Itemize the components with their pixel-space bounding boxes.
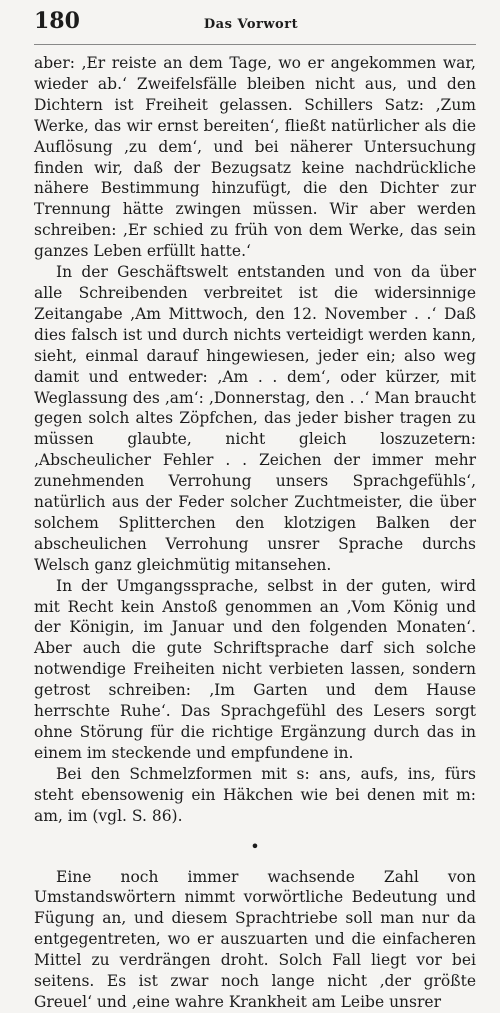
paragraph-2: In der Geschäftswelt entstanden und von da über alle Schreibenden verbreitet ist die widersinnige Zeitangabe ‚Am Mittwoch, den 12. November . .‘ Daß dies falsch ist und durch nichts verteidigt werden kann, sieht, einmal darauf hingewiesen, jeder ein; also weg damit und entweder: ‚Am . . dem‘, oder kürzer, mit Weglassung des ‚am‘: ‚Donnerstag, den . .‘ Man braucht gegen solch altes Zöpfchen, das jeder bisher tragen zu müssen glaubte, nicht gleich loszuzetern: ‚Abscheulicher Fehler . . Zeichen der immer mehr zunehmenden Verrohung unsers Sprachgefühls‘, natürlich aus der Feder solcher Zuchtmeister, die über solchem Splitterchen den klotzigen Balken der abscheulichen Verrohung unsrer Sprache durchs Welsch ganz gleichmütig mitansehen.	[34, 263, 476, 574]
section-divider: •	[250, 836, 260, 856]
paragraph-3: In der Umgangssprache, selbst in der guten, wird mit Recht kein Anstoß genommen an ‚Vom König und der Königin, im Januar und den folgenden Monaten‘. Aber auch die gute Schriftsprache darf sich solche notwendige Freiheiten nicht verbieten lassen, sondern getrost schreiben: ‚Im Garten und dem Hause herrschte Ruhe‘. Das Sprachgefühl des Lesers sorgt ohne Störung für die richtige Ergänzung durch das in einem im steckende und empfundene in.	[34, 576, 476, 762]
paragraph-5: Eine noch immer wachsende Zahl von Umstandswörtern nimmt vorwörtliche Bedeutung und Fügung an, und diesem Sprachtriebe soll man nur da entgegentreten, wo er auszuarten und die einfacheren Mittel zu verdrängen droht. Solch Fall liegt vor bei seitens. Es ist zwar noch lange nicht ‚der größte Greuel‘ und ‚eine wahre Krankheit am Leibe unsrer	[34, 867, 476, 1011]
body-text	[34, 53, 476, 1013]
paragraph-1: aber: ‚Er reiste an dem Tage, wo er angekommen war, wieder ab.‘ Zweifelsfälle bleiben nicht aus, und den Dichtern ist Freiheit gelassen. Schillers Satz: ‚Zum Werke, das wir ernst bereiten‘, fließt natürlicher als die Auflösung ‚zu dem‘, und bei näherer Untersuchung finden wir, daß der Bezugsatz keine nachdrückliche nähere Bestimmung hinzufügt, die den Dichter zur Trennung hätte zwingen müssen. Wir aber werden schreiben: ‚Er schied zu früh von dem Werke, das sein ganzes Leben erfüllt hatte.‘	[34, 54, 476, 261]
page-number: 180	[34, 8, 80, 34]
paragraph-4: Bei den Schmelzformen mit s: ans, aufs, ins, fürs steht ebensowenig ein Häkchen wie bei denen mit m: am, im (vgl. S. 86).	[34, 764, 476, 825]
running-title: Das Vorwort	[203, 17, 299, 32]
page-header	[34, 8, 476, 45]
